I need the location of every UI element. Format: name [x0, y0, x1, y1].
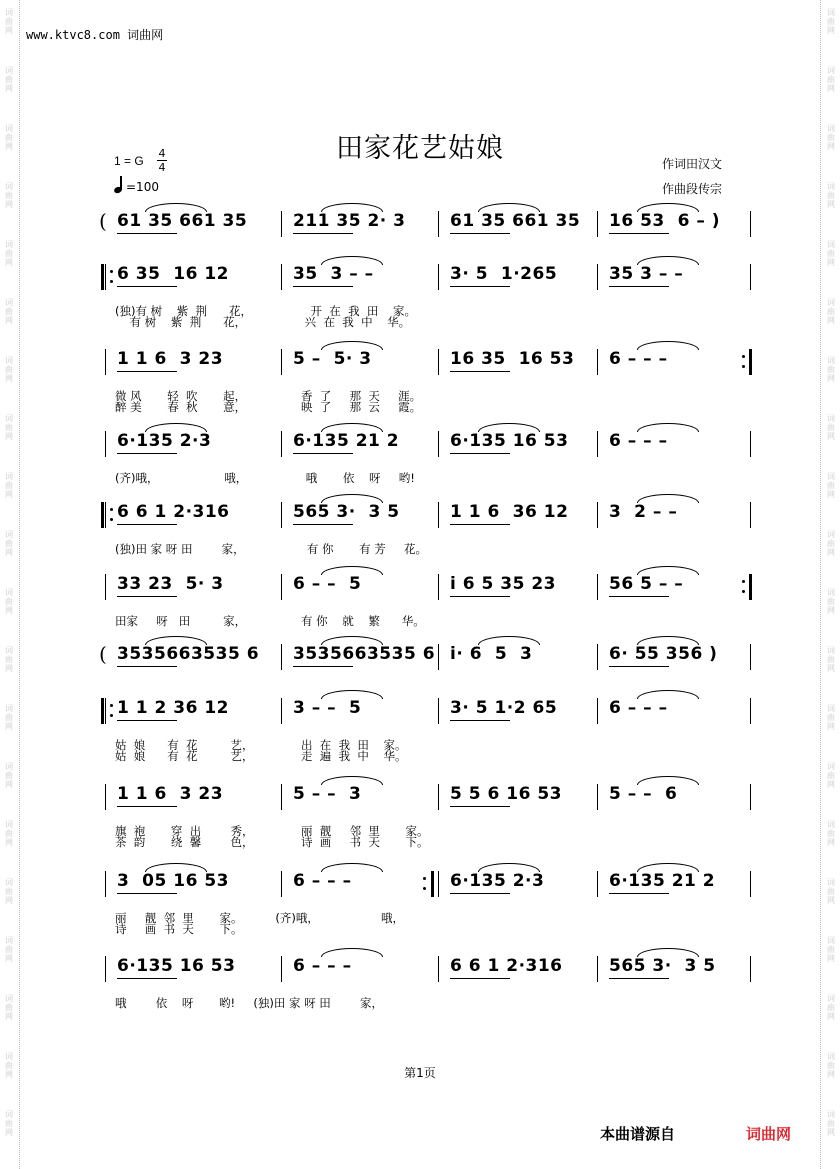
watermark-text: 词 曲 网	[5, 762, 13, 789]
watermark-text: 词 曲 网	[827, 704, 835, 731]
beam-line	[450, 720, 510, 721]
watermark-text: 词 曲 网	[5, 530, 13, 557]
slur	[478, 863, 540, 872]
watermark-text: 词 曲 网	[827, 936, 835, 963]
barline	[750, 264, 751, 290]
open-parenthesis: (	[99, 209, 107, 233]
watermark-text: 词 曲 网	[5, 182, 13, 209]
measure-notes: 1 1 2 36 12	[117, 698, 229, 718]
barline	[438, 871, 439, 897]
measure-notes: 6· 55 356 )	[609, 644, 718, 664]
measure-notes: i 6 5 35 23	[450, 574, 556, 594]
beam-line	[609, 286, 669, 287]
watermark-text: 词 曲 网	[5, 646, 13, 673]
beam-line	[450, 453, 510, 454]
watermark-text: 词 曲 网	[5, 414, 13, 441]
tempo-marking	[112, 176, 159, 194]
barline	[438, 644, 439, 670]
right-margin-line	[820, 0, 821, 1169]
slur	[145, 863, 207, 872]
beam-line	[450, 893, 510, 894]
slur	[478, 203, 540, 212]
barline	[281, 871, 282, 897]
measure-notes: 61 35 661 35	[117, 211, 248, 231]
lyric-line: 微 风 轻 吹 起， 香 了 那 天 涯。	[115, 389, 422, 403]
watermark-text: 词 曲 网	[827, 762, 835, 789]
barline	[281, 644, 282, 670]
measure-notes: 6 35 16 12	[117, 264, 229, 284]
repeat-dots	[110, 506, 113, 526]
lyric-line: 姑 娘 有 花 艺， 出 在 我 田 家。	[115, 738, 407, 752]
barline	[105, 574, 106, 600]
slur	[321, 256, 383, 265]
measure-notes: 3· 5 1·2 65	[450, 698, 558, 718]
beam-line	[609, 596, 669, 597]
measure-notes: 6·135 16 53	[117, 956, 236, 976]
measure-notes: 3· 5 1·265	[450, 264, 558, 284]
measure-notes: 6·135 2·3	[450, 871, 545, 891]
barline	[105, 349, 106, 375]
barline	[281, 698, 282, 724]
barline	[438, 784, 439, 810]
watermark-text: 词 曲 网	[827, 414, 835, 441]
score-system	[105, 865, 755, 945]
watermark-text: 词 曲 网	[5, 704, 13, 731]
watermark-text: 词 曲 网	[5, 820, 13, 847]
barline	[438, 211, 439, 237]
measure-notes: 35 3 – –	[293, 264, 374, 284]
lyric-line: 哦 依 呀 哟! (独)田 家 呀 田 家，	[115, 996, 384, 1010]
barline	[750, 956, 751, 982]
slur	[321, 636, 383, 645]
watermark-text: 词 曲 网	[5, 240, 13, 267]
barline	[597, 211, 598, 237]
beam-line	[293, 286, 353, 287]
beam-line	[117, 596, 177, 597]
beam-line	[293, 453, 353, 454]
repeat-dots	[742, 578, 745, 598]
barline	[750, 211, 751, 237]
slur	[637, 423, 699, 432]
measure-notes: 16 35 16 53	[450, 349, 575, 369]
barline	[750, 431, 751, 457]
slur	[321, 494, 383, 503]
slur	[478, 423, 540, 432]
beam-line	[117, 286, 177, 287]
time-signature	[156, 147, 168, 174]
barline	[750, 502, 751, 528]
watermark-text: 词 曲 网	[827, 8, 835, 35]
watermark-text: 词 曲 网	[5, 298, 13, 325]
watermark-text: 词 曲 网	[827, 588, 835, 615]
watermark-text: 词 曲 网	[827, 298, 835, 325]
measure-notes: 6·135 16 53	[450, 431, 569, 451]
repeat-start-barline	[101, 502, 104, 528]
watermark-text: 词 曲 网	[827, 240, 835, 267]
measure-notes: 5 – 5· 3	[293, 349, 372, 369]
watermark-text: 词 曲 网	[5, 66, 13, 93]
measure-notes: 61 35 661 35	[450, 211, 581, 231]
measure-notes: 3 2 – –	[609, 502, 678, 522]
barline	[438, 502, 439, 528]
measure-notes: 6 – – –	[609, 431, 668, 451]
slur	[321, 423, 383, 432]
watermark-text: 词 曲 网	[827, 878, 835, 905]
slur	[145, 203, 207, 212]
barline	[750, 784, 751, 810]
barline	[281, 784, 282, 810]
slur	[145, 423, 207, 432]
measure-notes: 6 – – –	[293, 956, 352, 976]
barline	[438, 698, 439, 724]
barline	[281, 211, 282, 237]
repeat-end-barline	[749, 574, 752, 600]
beam-line	[450, 233, 510, 234]
slur	[637, 776, 699, 785]
beam-line	[117, 666, 177, 667]
repeat-end-barline	[749, 349, 752, 375]
measure-notes: 5 – – 3	[293, 784, 362, 804]
slur	[637, 690, 699, 699]
slur	[321, 341, 383, 350]
measure-notes: 56 5 – –	[609, 574, 684, 594]
slur	[637, 636, 699, 645]
barline	[750, 698, 751, 724]
barline	[281, 264, 282, 290]
repeat-start-barline	[101, 264, 104, 290]
watermark-text: 词 曲 网	[827, 994, 835, 1021]
barline	[597, 698, 598, 724]
song-title: 田家花艺姑娘	[336, 133, 504, 164]
watermark-text: 词 曲 网	[5, 994, 13, 1021]
slur	[637, 566, 699, 575]
site-url[interactable]: www.ktvc8.com 词曲网	[26, 28, 164, 42]
barline	[281, 349, 282, 375]
beam-line	[293, 233, 353, 234]
watermark-text: 词 曲 网	[5, 1052, 13, 1079]
left-watermark-column	[2, 0, 16, 1169]
beam-line	[117, 371, 177, 372]
watermark-text: 词 曲 网	[827, 820, 835, 847]
barline	[438, 574, 439, 600]
beam-line	[117, 720, 177, 721]
measure-notes: 6 – – –	[609, 698, 668, 718]
beam-line	[450, 596, 510, 597]
beam-line	[609, 978, 669, 979]
beam-line	[117, 233, 177, 234]
footer-logo[interactable]: 词曲网	[746, 1125, 792, 1143]
key-signature: 1 = G	[114, 154, 144, 168]
measure-notes: 6 – – –	[293, 871, 352, 891]
slur	[321, 948, 383, 957]
lyric-line: (独)田 家 呀 田 家， 有 你 有 芳 花。	[115, 542, 428, 556]
barline	[438, 956, 439, 982]
measure-notes: 565 3· 3 5	[293, 502, 400, 522]
watermark-text: 词 曲 网	[5, 8, 13, 35]
measure-notes: 33 23 5· 3	[117, 574, 224, 594]
slur	[637, 341, 699, 350]
repeat-start-barline	[101, 698, 104, 724]
lyric-line: 丽 靓 邻 里 家。 (齐)哦， 哦，	[115, 911, 405, 925]
lyricist-credit: 作词田汉文	[662, 157, 723, 171]
repeat-dots	[423, 875, 426, 895]
barline	[281, 574, 282, 600]
beam-line	[609, 233, 669, 234]
barline	[597, 264, 598, 290]
measure-notes: 3 – – 5	[293, 698, 362, 718]
barline	[281, 956, 282, 982]
measure-notes: 3535663535 6	[117, 644, 260, 664]
score-system	[105, 692, 755, 772]
barline	[438, 431, 439, 457]
beam-line	[117, 806, 177, 807]
slur	[321, 690, 383, 699]
watermark-text: 词 曲 网	[5, 124, 13, 151]
watermark-text: 词 曲 网	[5, 936, 13, 963]
beam-line	[609, 893, 669, 894]
lyric-line: 诗 画 书 天 下。	[115, 922, 243, 936]
time-signature-top: 4	[158, 147, 166, 160]
beam-line	[293, 666, 353, 667]
barline	[597, 431, 598, 457]
barline	[281, 502, 282, 528]
watermark-text: 词 曲 网	[827, 66, 835, 93]
beam-line	[117, 524, 177, 525]
barline	[105, 956, 106, 982]
beam-line	[117, 978, 177, 979]
measure-notes: 6 – – 5	[293, 574, 362, 594]
slur	[145, 636, 207, 645]
measure-notes: 211 35 2· 3	[293, 211, 406, 231]
slur	[637, 256, 699, 265]
barline	[105, 698, 106, 724]
measure-notes: 5 – – 6	[609, 784, 678, 804]
barline	[597, 502, 598, 528]
watermark-text: 词 曲 网	[5, 1110, 13, 1137]
barline	[105, 871, 106, 897]
beam-line	[450, 524, 510, 525]
beam-line	[609, 666, 669, 667]
measure-notes: 1 1 6 3 23	[117, 349, 224, 369]
measure-notes: i· 6 5 3	[450, 644, 533, 664]
watermark-text: 词 曲 网	[5, 588, 13, 615]
lyric-line: 姑 娘 有 花 艺， 走 遍 我 中 华。	[115, 749, 407, 763]
slur	[637, 203, 699, 212]
beam-line	[293, 524, 353, 525]
beam-line	[117, 453, 177, 454]
barline	[281, 431, 282, 457]
measure-notes: 6 6 1 2·316	[450, 956, 563, 976]
lyric-line: 旗 袍 穿 出 秀， 丽 靓 邻 里 家。	[115, 824, 429, 838]
watermark-text: 词 曲 网	[827, 472, 835, 499]
score-system	[105, 496, 755, 576]
lyric-line: 醉 美 春 秋 意， 映 了 那 云 霞。	[115, 400, 422, 414]
slur	[321, 566, 383, 575]
slur	[321, 203, 383, 212]
repeat-dots	[110, 702, 113, 722]
left-margin-line	[19, 0, 20, 1169]
watermark-text: 词 曲 网	[827, 1052, 835, 1079]
slur	[637, 494, 699, 503]
slur	[321, 776, 383, 785]
watermark-text: 词 曲 网	[827, 356, 835, 383]
barline	[105, 431, 106, 457]
measure-notes: 3535663535 6	[293, 644, 436, 664]
measure-notes: 5 5 6 16 53	[450, 784, 562, 804]
barline	[105, 784, 106, 810]
slur	[637, 948, 699, 957]
barline	[597, 574, 598, 600]
beam-line	[117, 893, 177, 894]
score-system	[105, 778, 755, 858]
lyric-line: 有 树 紫 荆 花， 兴 在 我 中 华。	[115, 315, 411, 329]
measure-notes: 6·135 21 2	[293, 431, 400, 451]
measure-notes: 35 3 – –	[609, 264, 684, 284]
watermark-text: 词 曲 网	[827, 646, 835, 673]
watermark-text: 词 曲 网	[827, 530, 835, 557]
score-system	[105, 343, 755, 423]
right-watermark-column	[824, 0, 838, 1169]
lyric-line: (独)有 树 紫 荆 花， 开 在 我 田 家。	[115, 304, 417, 318]
footer-source-text: 本曲谱源自	[600, 1125, 676, 1143]
barline	[438, 264, 439, 290]
barline	[438, 349, 439, 375]
page-number: 第1页	[404, 1066, 436, 1080]
slur	[637, 863, 699, 872]
barline	[597, 871, 598, 897]
barline	[597, 349, 598, 375]
composer-credit: 作曲段传宗	[662, 182, 723, 196]
watermark-text: 词 曲 网	[827, 124, 835, 151]
watermark-text: 词 曲 网	[5, 878, 13, 905]
measure-notes: 16 53 6 – )	[609, 211, 721, 231]
open-parenthesis: (	[99, 642, 107, 666]
barline	[105, 502, 106, 528]
slur	[478, 636, 540, 645]
watermark-text: 词 曲 网	[827, 1110, 835, 1137]
barline	[750, 871, 751, 897]
tempo-value: =100	[126, 180, 159, 194]
barline	[750, 644, 751, 670]
slur	[321, 863, 383, 872]
lyric-line: 茶 韵 绕 馨 色， 诗 画 书 天 下。	[115, 835, 429, 849]
beam-line	[450, 978, 510, 979]
barline	[597, 956, 598, 982]
measure-notes: 3 05 16 53	[117, 871, 229, 891]
watermark-text: 词 曲 网	[5, 356, 13, 383]
quarter-note-icon	[112, 176, 126, 194]
lyric-line: (齐)哦， 哦， 哦 依 呀 哟!	[115, 471, 415, 485]
score-system	[105, 950, 755, 1030]
measure-notes: 6·135 2·3	[117, 431, 212, 451]
measure-notes: 1 1 6 3 23	[117, 784, 224, 804]
measure-notes: 1 1 6 36 12	[450, 502, 569, 522]
repeat-end-barline	[431, 871, 434, 897]
measure-notes: 6 – – –	[609, 349, 668, 369]
barline	[597, 784, 598, 810]
barline	[597, 644, 598, 670]
measure-notes: 6·135 21 2	[609, 871, 716, 891]
measure-notes: 6 6 1 2·316	[117, 502, 230, 522]
repeat-dots	[110, 268, 113, 288]
repeat-dots	[742, 353, 745, 373]
beam-line	[450, 286, 510, 287]
beam-line	[450, 806, 510, 807]
score-system	[105, 425, 755, 505]
barline	[105, 264, 106, 290]
score-system	[105, 258, 755, 338]
measure-notes: 565 3· 3 5	[609, 956, 716, 976]
beam-line	[450, 371, 510, 372]
time-signature-bottom: 4	[158, 161, 166, 174]
watermark-text: 词 曲 网	[827, 182, 835, 209]
lyric-line: 田家 呀 田 家， 有 你 就 繁 华。	[115, 614, 425, 628]
watermark-text: 词 曲 网	[5, 472, 13, 499]
